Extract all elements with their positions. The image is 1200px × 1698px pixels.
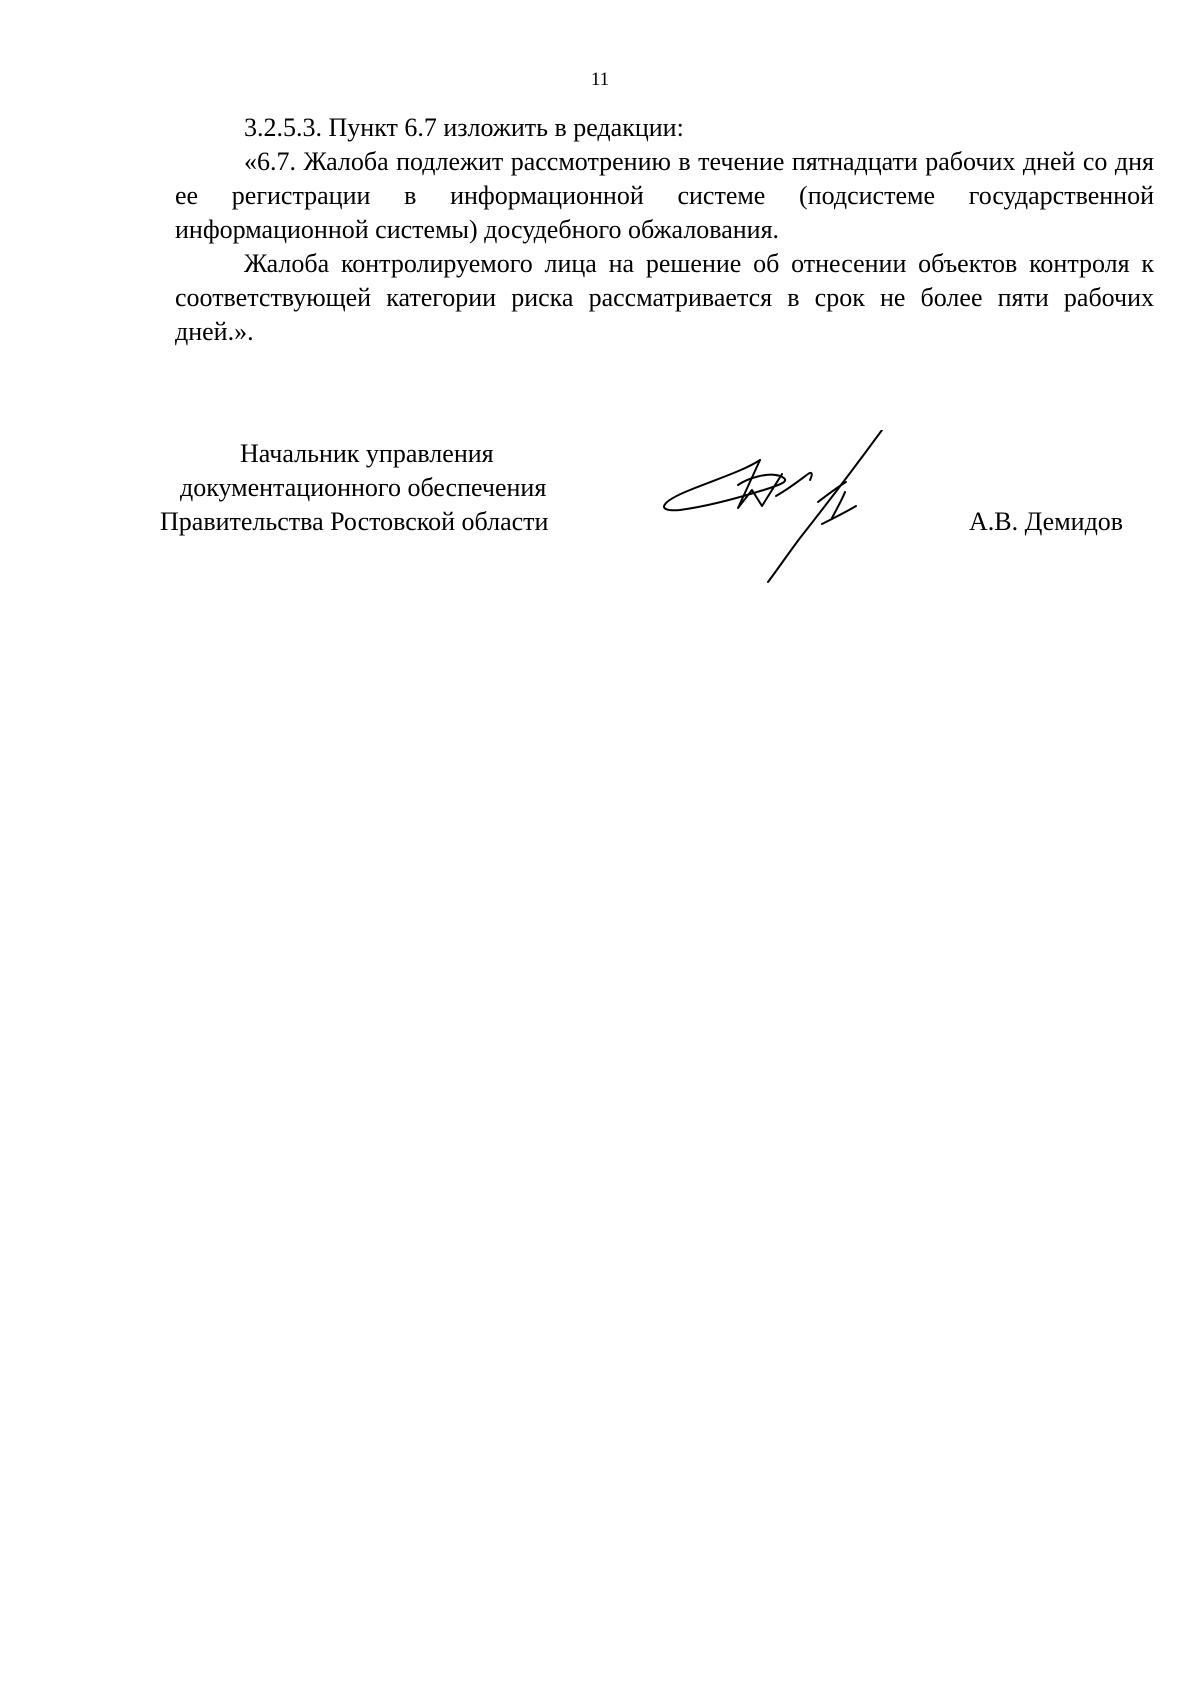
signatory-name: А.В. Демидов xyxy=(969,507,1124,536)
signatory-title xyxy=(160,437,620,539)
signatory-title-line-1: Начальник управления xyxy=(240,439,494,468)
signatory-title-line-2: документационного обеспечения xyxy=(180,473,547,502)
paragraph-clause-6-7: «6.7. Жалоба подлежит рассмотрению в течение пятнадцати рабочих дней со дня ее регистрации в информационной системе (подсистеме государственной информационной системы) досудебного обжалования. xyxy=(175,147,1154,244)
handwritten-signature-icon xyxy=(650,430,950,590)
signatory-title-line-3: Правительства Ростовской области xyxy=(160,507,549,536)
document-body xyxy=(175,111,1154,349)
paragraph-clause-3-2-5-3: 3.2.5.3. Пункт 6.7 изложить в редакции: xyxy=(244,113,684,142)
paragraph-complaint-risk: Жалоба контролируемого лица на решение об отнесении объектов контроля к соответствующей категории риска рассматривается в срок не более пяти рабочих дней.». xyxy=(175,249,1154,346)
page-number: 11 xyxy=(590,69,610,90)
